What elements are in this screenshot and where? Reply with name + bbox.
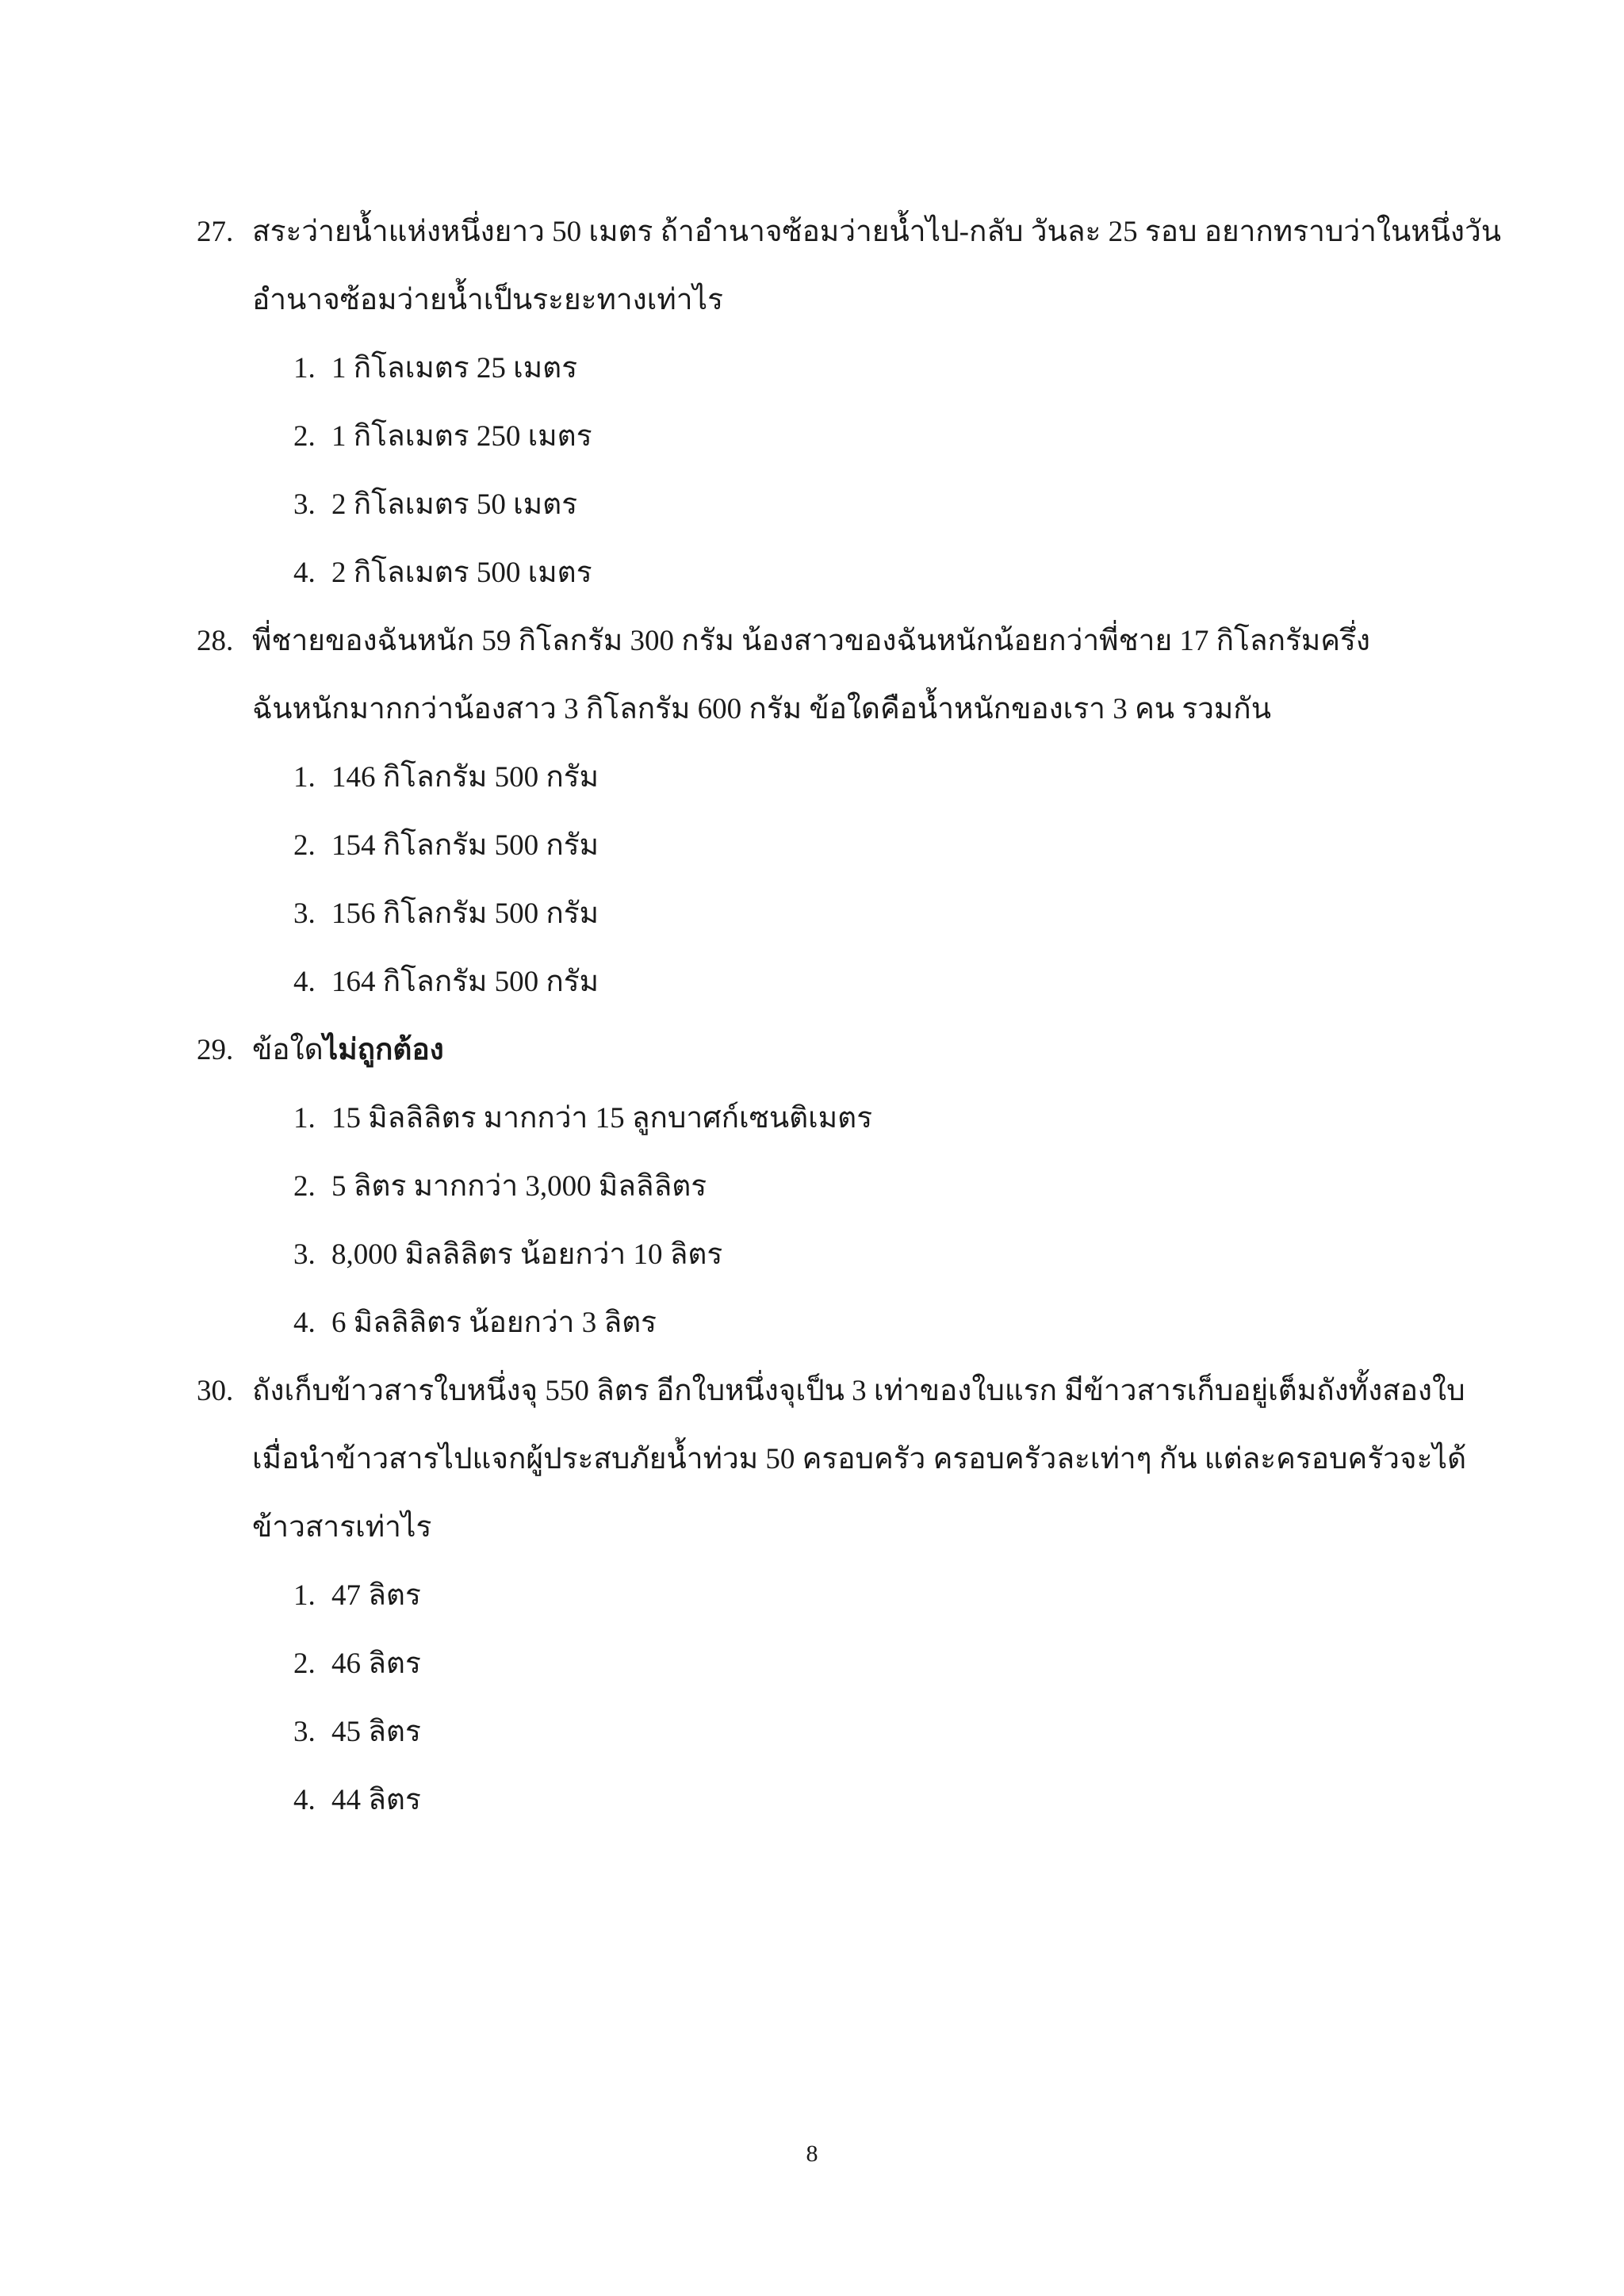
question-text: ถังเก็บข้าวสารใบหนึ่งจุ 550 ลิตร อีกใบหนึ่งจุเป็น 3 เท่าของใบแรก มีข้าวสารเก็บอยู่เต็มถังทั้งสองใบ [252,1375,1465,1407]
option-text: 1 กิโลเมตร 25 เมตร [331,352,578,385]
option-number: 2. [293,1170,316,1203]
question-line [197,1494,1434,1562]
question-number: 27. [197,216,234,248]
option-number: 4. [293,557,316,589]
option-number: 3. [293,1716,316,1748]
answer-option [197,948,1434,1016]
question-number: 29. [197,1034,234,1066]
question-28 [197,607,1434,1016]
question-text: พี่ชายของฉันหนัก 59 กิโลกรัม 300 กรัม น้องสาวของฉันหนักน้อยกว่าพี่ชาย 17 กิโลกรัมครึ่ง [252,625,1370,657]
option-text: 156 กิโลกรัม 500 กรัม [331,897,599,930]
answer-option [197,1153,1434,1221]
option-text: 6 มิลลิลิตร น้อยกว่า 3 ลิตร [331,1307,657,1339]
question-text: ข้าวสารเท่าไร [252,1511,432,1544]
option-text: 2 กิโลเมตร 500 เมตร [331,557,592,589]
question-27 [197,198,1502,607]
option-number: 2. [293,829,316,862]
answer-option [197,1085,1434,1153]
option-text: 15 มิลลิลิตร มากกว่า 15 ลูกบาศก์เซนติเมตร [331,1102,873,1135]
option-number: 3. [293,897,316,930]
option-text: 1 กิโลเมตร 250 เมตร [331,420,592,453]
question-line [197,198,1502,266]
option-text: 45 ลิตร [331,1716,421,1748]
answer-option [197,403,1434,471]
question-text [252,1016,444,1085]
option-number: 4. [293,966,316,998]
question-29 [197,1016,1434,1357]
answer-option [197,880,1434,948]
answer-option [197,1698,1434,1766]
question-line [197,607,1434,675]
question-30 [197,1357,1467,1835]
option-number: 2. [293,420,316,453]
question-line [197,266,1434,335]
option-number: 1. [293,352,316,385]
option-text: 164 กิโลกรัม 500 กรัม [331,966,599,998]
page-number: 8 [806,2141,818,2167]
answer-option [197,744,1434,812]
option-text: 2 กิโลเมตร 50 เมตร [331,488,578,521]
answer-option [197,539,1434,607]
option-text: 46 ลิตร [331,1647,421,1680]
option-text: 47 ลิตร [331,1579,421,1612]
question-text: เมื่อนำข้าวสารไปแจกผู้ประสบภัยน้ำท่วม 50 ครอบครัว ครอบครัวละเท่าๆ กัน แต่ละครอบครัวจะได้ [252,1443,1467,1475]
option-text: 8,000 มิลลิลิตร น้อยกว่า 10 ลิตร [331,1238,723,1271]
question-line [197,1357,1465,1425]
answer-option [197,1766,1434,1835]
question-number: 28. [197,625,234,657]
answer-option [197,812,1434,880]
question-text: ฉันหนักมากกว่าน้องสาว 3 กิโลกรัม 600 กรัม ข้อใดคือน้ำหนักของเรา 3 คน รวมกัน [252,693,1271,725]
answer-option [197,335,1434,403]
option-number: 1. [293,1579,316,1612]
answer-option [197,1630,1434,1698]
option-number: 1. [293,761,316,794]
option-number: 1. [293,1102,316,1135]
question-number: 30. [197,1375,234,1407]
question-line [197,1425,1467,1494]
option-text: 44 ลิตร [331,1784,421,1816]
option-number: 2. [293,1647,316,1680]
option-number: 4. [293,1307,316,1339]
answer-option [197,471,1434,539]
answer-option [197,1289,1434,1357]
question-line [197,1016,1434,1085]
question-text: สระว่ายน้ำแห่งหนึ่งยาว 50 เมตร ถ้าอำนาจซ้อมว่ายน้ำไป-กลับ วันละ 25 รอบ อยากทราบว่าในหนึ่งวัน [252,216,1502,248]
option-text: 5 ลิตร มากกว่า 3,000 มิลลิลิตร [331,1170,707,1203]
answer-option [197,1221,1434,1289]
option-text: 146 กิโลกรัม 500 กรัม [331,761,599,794]
option-number: 4. [293,1784,316,1816]
question-emphasis: ไม่ถูกต้อง [323,1034,444,1066]
answer-option [197,1562,1434,1630]
question-line [197,675,1434,744]
question-prefix: ข้อใด [252,1034,324,1066]
option-text: 154 กิโลกรัม 500 กรัม [331,829,599,862]
question-text: อำนาจซ้อมว่ายน้ำเป็นระยะทางเท่าไร [252,284,724,316]
option-number: 3. [293,1238,316,1271]
option-number: 3. [293,488,316,521]
